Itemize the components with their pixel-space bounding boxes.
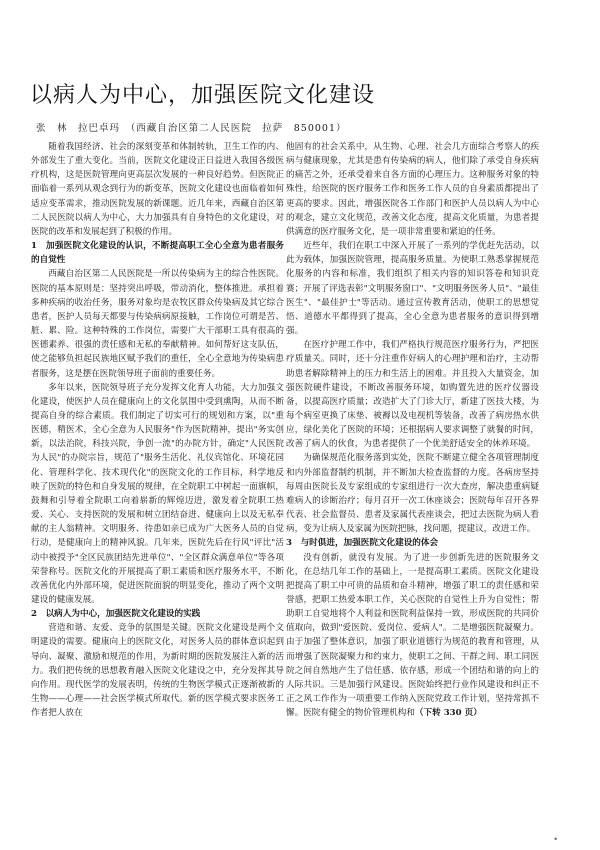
section-heading-2: 2 以病人为中心，加强医院文化建设的实践 [31,609,201,620]
section-heading-1: 1 加强医院文化建设的认识，不断提高职工全心全意为患者服务的自觉性 [31,241,284,266]
paragraph: 为确保规范化服务落到实处，医院不断建立健全各项管理制度和内外部监督制约机制，并不断加大检查监督的力度。各病房坚持每周由医院长及专家组成的专家组进行一次大查房，解决患重病疑难病人的诊断治疗；每月召开一次工休座谈会；医院每年召开各界代表、社会监督员、患者及家属代表座谈会，把过去医院为病人看病，变为让病人及家属为医院把脉，找问题，提建议，改进工作。 [286,453,539,535]
right-column [286,140,539,720]
page-mark: • [553,835,558,844]
continued-note: （下转 330 页） [414,708,482,719]
paragraph: 近些年，我们在职工中深入开展了一系列的学优赶先活动，以此为载体，加强医院管理，提高服务质量。为使职工熟悉掌握规范化服务的内容和标准，我们组织了相关内容的知识答卷和知识竞赛；开展了评选表彰"文明服务窗口"、"文明服务医务人员"、"最佳医生"、"最佳护士"等活动。通过宣传教育活动，使职工的思想觉悟、道德水平都得到了提高，全心全意为患者服务的意识得到增强。 [286,241,539,337]
paragraph [286,551,539,721]
author-line: 张 林 拉巴卓玛 （西藏自治区第二人民医院 拉萨 850001） [36,123,347,134]
paragraph: 随着我国经济、社会的深刻变革和体制转轨，卫生工作的内、外部发生了重大变化。当前，医院文化建设正日益进入我国各级医疗机构，这是医院管理向更高层次发展的一种良好趋势。但医院正面临着一系列从观念到行为的新变革，医院文化建设也面临着如何适应变革需求，推动医院发展的新课题。近几年来，西藏自治区第二人民医院以病人为中心，大力加强具有自身特色的文化建设，对医院的改革和发展起到了积极的作用。 [31,142,284,237]
left-column [31,140,284,720]
paragraph-text: 没有创新，就没有发展。为了进一步创新先进的医院服务文化，在总结几年工作的基础上，一是提高职工素质。医院文化建设把提高了职工中可贵的品质和奋斗精神，增强了职工的责任感和荣誉感，把职工热爱本职工作，关心医院的自觉性上升为自觉性；帮助职工自觉地将个人利益和医院利益保持一致，形成医院的共同价值取向，做到"爱医院、爱岗位、爱病人"。二是增强医院凝聚力。由于加强了整体意识，加强了职业道德行为规范的教育和管理，从而增强了医院凝聚力和约束力，使职工之间、干群之间、职工同医院之间自然地产生了信任感、依存感，形成一个团结和谐的向上的人际共识。三是加强行风建设。医院始终把行业作风建设和纠正不正之风工作作为一项重要工作纳入医院党政工作计划，坚持常抓不懈。医院有健全的物价管理机构和 [286,552,539,719]
paragraph: 他固有的社会关系中，从生物、心理、社会几方面综合考察人的疾病与健康现象，尤其是患有传染病的病人，他们除了承受自身疾病的痛苦之外，还承受着来自各方面的心理压力。这种服务对象的特殊性，给医院的医疗服务工作和医务工作人员的自身素质都提出了更高的要求。因此，增强医院各工作部门和医护人员以病人为中心的观念，建立文化规范，改善文化态度，提高文化质量，为患者提供满意的医疗服务文化，是一项非常重要和紧迫的任务。 [286,142,539,237]
section-heading-3: 3 与时俱进，加强医院文化建设的体会 [286,538,439,549]
paragraph: 多年以来，医院领导班子充分发挥文化育人功能，大力加强文化建设，使医护人员在健康向上的文化氛围中受到熏陶，从而不断提高自身的综合素质。我们制定了切实可行的规划和方案，以"重医德，精医术，全心全意为人民服务"作为医院精神，提出"务实创新，以法治院，科技兴院，争创一流"的办院方针，确定"人民医院为人民"的办院宗旨，规范了"服务生活化、礼仪宾馆化、环境花园化、管理科学化、技术现代化"的医院文化的工作目标，科学地反映了医院的特色和自身发展的规律，在全院职工中树起一面旗帜，鼓舞和引导着全院职工向着崭新的辉煌迈进，激发着全院职工热爱、关心、支持医院的发展和树立团结奋进、健康向上以及无私奉献的主人翁精神。文明服务、待患如亲已成为广大医务人员的自觉行动，是健康向上的精神风貌。几年来，医院先后在行风"评比"活动中被授予"全区民族团结先进单位"、"全区群众满意单位"等各项荣誉称号。医院文化的开展提高了职工素质和医疗服务水平，不断改善优化内外部环境，促进医院面貌的明显变化，推动了两个文明建设的健康发展。 [31,382,284,605]
paragraph: 西藏自治区第二人民医院是一所以传染病为主的综合性医院。医院的基本原则是：坚持突出呼吸，带动消化，整体推进。承担着多种疾病的收治任务，服务对象均是农牧区群众传染病及其它综合患者，医护人员每天都要与传染病病原接触，工作岗位可谓是苦、脏、累、险。这种特殊的工作岗位，需要广大干部职工具有很高的医德素养、很强的责任感和无私的奉献精神。如何帮好这支队伍，使之能够负担起民族地区赋予我们的重任，全心全意地为传染病患者服务，这是摆在医院领导班子面前的重要任务。 [31,269,284,379]
article-title: 以病人为中心，加强医院文化建设 [30,83,376,108]
paragraph: 营造和谐、友爱、竞争的氛围是关键。医院文化建设是两个文明建设的需要。健康向上的医院文化，对医务人员的群体意识起到导向、凝聚、激励和规范的作用，为新时期的医院发展注入新的活力。我们把传统的思想教育融入医院文化建设之中，充分发挥其导向作用。现代医学的发展表明，传统的生物医学模式正逐渐被新的生物——心理——社会医学模式所取代。新的医学模式要求医务工作者把人放在 [31,623,284,719]
paragraph: 在医疗护理工作中，我们严格执行规范医疗服务行为，严把医疗质量关。同时，还十分注重作好病人的心理护理和治疗，主动帮助患者解除精神上的压力和生活上的困难。并且投入大量资金，加强医院硬件建设，不断改善服务环境，如购置先进的医疗仪器设备，以提高医疗质量；改造扩大了门诊大厅，新建了医技大楼，为每个病室更换了床垫、被褥以及电视机等装备，改善了病房热水供应，绿化美化了医院的环境；还根据病人要求调整了就餐的时间，改善了病人的伙食，为患者提供了一个优美舒适安全的休养环境。 [286,340,539,450]
